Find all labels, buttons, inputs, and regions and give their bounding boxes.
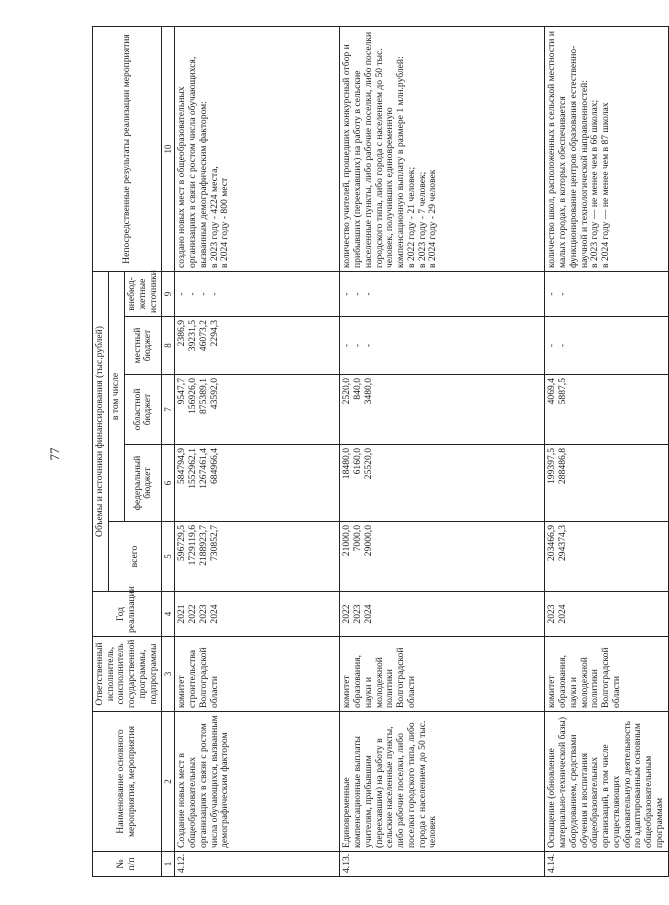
column-number: 4	[162, 592, 175, 637]
column-number-row	[162, 26, 175, 876]
table-row	[175, 26, 340, 876]
column-number: 2	[162, 712, 175, 852]
header-no: № п/п	[93, 852, 162, 877]
federal-amount: 18480,0 6160,0 25520,0	[340, 445, 545, 522]
page-number: 77	[47, 447, 62, 461]
table-row	[545, 26, 668, 876]
header-year: Год реализации	[93, 592, 162, 637]
results: количество учителей, прошедших конкурсный отбор и прибывших (переехавших) на работу в сельские населенные пункты, либо рабочие поселки, либо поселки городского типа, либо города с населением до 50 тыс. человек, получивших единовременную компенсационную выплату в размере 1 млн.рублей: в 2022 году - 21 человек; в 2023 году - 7 человек; в 2024 году - 29 человек	[340, 26, 545, 271]
executor: комитет образования, науки и молодежной политики Волгоградской области	[545, 637, 668, 712]
header-results: Непосредственные результаты реализации мероприятия	[93, 26, 162, 271]
federal-amount: 584794,9 1552962,1 1267461,4 684966,4	[175, 445, 340, 522]
table-row	[340, 26, 545, 876]
header-executor: Ответственный исполнитель, соисполнитель государственной программы, подпрограммы	[93, 637, 162, 712]
column-number: 10	[162, 26, 175, 271]
results: количество школ, расположенных в сельской местности и малых городах, в которых обеспечивается функционирование центров образования естественно-научной и технологической направленностей: в 2023 году — не менее чем в 66 школах; в 2024 году — не менее чем в 87 школах	[545, 26, 668, 271]
header-regional: областной бюджет	[125, 375, 162, 445]
years: 2021 2022 2023 2024	[175, 592, 340, 637]
local-amount: - - -	[340, 317, 545, 375]
federal-amount: 199397,5 288486,8	[545, 445, 668, 522]
column-number: 6	[162, 445, 175, 522]
header-federal: федеральный бюджет	[125, 445, 162, 522]
column-number: 8	[162, 317, 175, 375]
local-amount: 2386,9 39231,5 46073,2 2294,3	[175, 317, 340, 375]
total-amount: 203466,9 294374,3	[545, 522, 668, 592]
total-amount: 21000,0 7000,0 29000,0	[340, 522, 545, 592]
activity-name: Создание новых мест в общеобразовательных организациях в связи с ростом числа обучающихся, вызванным демографическим фактором	[175, 712, 340, 852]
rotated-table-container	[92, 27, 665, 877]
header-volumes: Объемы и источники финансирования (тыс.рублей)	[93, 271, 109, 591]
offbudget-amount: - -	[545, 271, 668, 316]
activity-name: Единовременные компенсационные выплаты учителям, прибывшим (переехавшим) на работу в сельские населенные пункты, либо рабочие поселки, либо поселки городского типа, либо города с населением до 50 тыс. человек	[340, 712, 545, 852]
header-name: Наименование основного мероприятия, мероприятия	[93, 712, 162, 852]
local-amount: - -	[545, 317, 668, 375]
row-number: 4.12.	[175, 852, 340, 877]
offbudget-amount: - - -	[340, 271, 545, 316]
executor: комитет строительства Волгоградской области	[175, 637, 340, 712]
row-number: 4.14.	[545, 852, 668, 877]
header-local: местный бюджет	[125, 317, 162, 375]
header-including: в том числе	[108, 271, 124, 521]
row-number: 4.13.	[340, 852, 545, 877]
program-activities-table	[92, 26, 669, 877]
column-number: 1	[162, 852, 175, 877]
results: создано новых мест в общеобразовательных организациях в связи с ростом числа обучающихся, вызванным демографическим фактором: в 2023 году - 4224 места, в 2024 году - 800 мест	[175, 26, 340, 271]
header-total: всего	[108, 522, 162, 592]
regional-amount: 4069,4 5887,5	[545, 375, 668, 445]
regional-amount: 9547,7 156926,0 875389,1 43592,0	[175, 375, 340, 445]
column-number: 9	[162, 271, 175, 316]
column-number: 5	[162, 522, 175, 592]
header-offbudget: внебюд-жетные источники	[125, 271, 162, 316]
executor: комитет образования, науки и молодежной политики Волгоградской области	[340, 637, 545, 712]
activity-name: Оснащение (обновление материально-технической базы) оборудованием, средствами обучения и воспитания общеобразовательных организаций, в том числе осуществляющих образовательную деятельность по адаптированным основным общеобразовательным программам	[545, 712, 668, 852]
years: 2023 2024	[545, 592, 668, 637]
offbudget-amount: - - - -	[175, 271, 340, 316]
column-number: 7	[162, 375, 175, 445]
column-number: 3	[162, 637, 175, 712]
regional-amount: 2520,0 840,0 3480,0	[340, 375, 545, 445]
total-amount: 596729,5 1729119,6 2188923,7 730852,7	[175, 522, 340, 592]
years: 2022 2023 2024	[340, 592, 545, 637]
